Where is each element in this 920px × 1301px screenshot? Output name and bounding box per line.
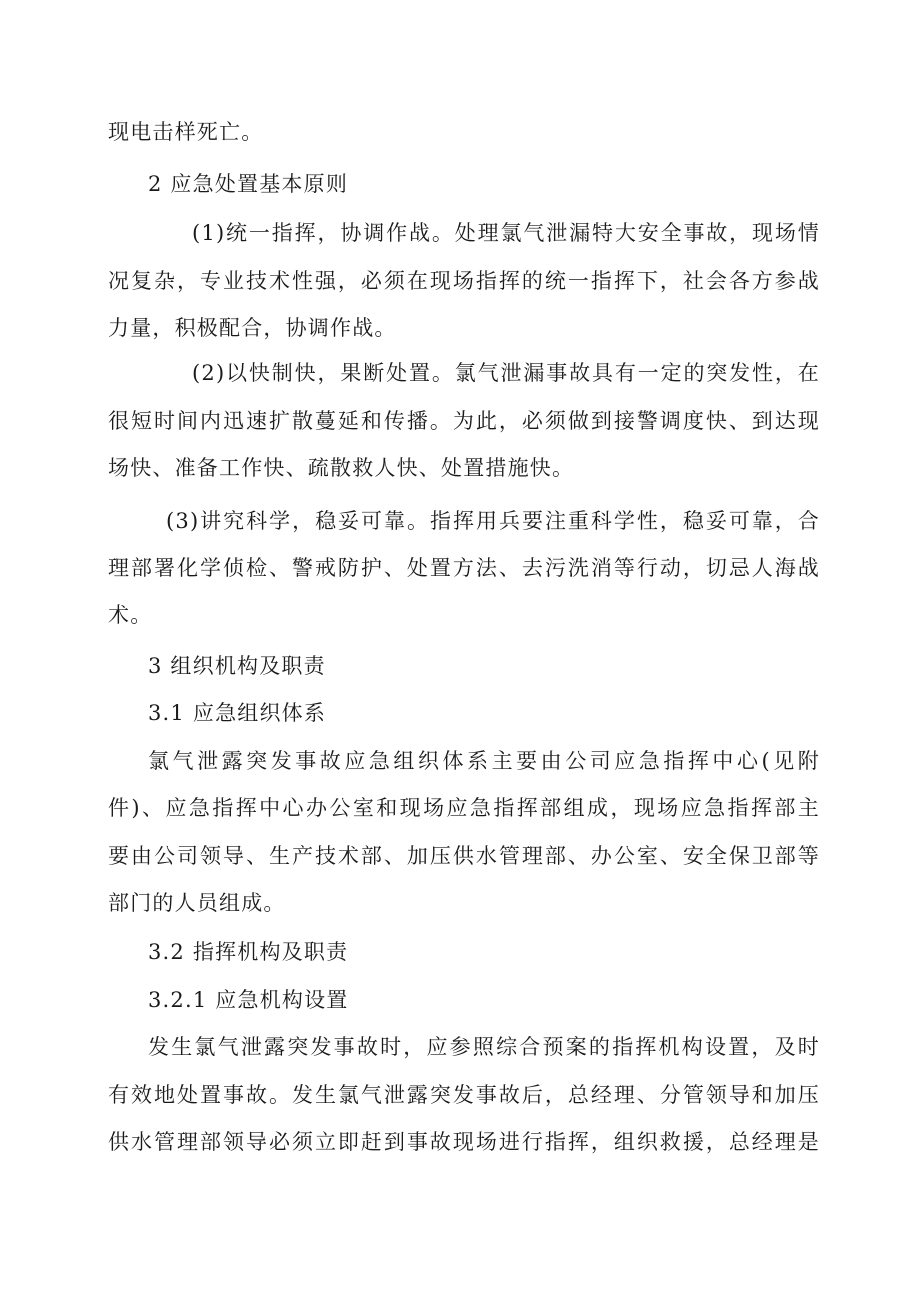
text-line: (2)以快制快，果断处置。氯气泄漏事故具有一定的突发性，在 [192, 361, 820, 385]
section-heading: 3.2.1 应急机构设置 [148, 988, 349, 1012]
text-line: 场快、准备工作快、疏散救人快、处置措施快。 [108, 456, 575, 480]
text-line: (1)统一指挥，协调作战。处理氯气泄漏特大安全事故，现场情 [192, 221, 820, 245]
text-line: 很短时间内迅速扩散蔓延和传播。为此，必须做到接警调度快、到达现 [108, 409, 820, 433]
section-heading: 3.2 指挥机构及职责 [148, 940, 349, 964]
text-line: 要由公司领导、生产技术部、加压供水管理部、办公室、安全保卫部等 [108, 844, 820, 868]
text-line: 理部署化学侦检、警戒防护、处置方法、去污洗消等行动，切忌人海战 [108, 556, 820, 580]
text-line: 有效地处置事故。发生氯气泄露突发事故后，总经理、分管领导和加压 [108, 1083, 820, 1107]
text-line: 部门的人员组成。 [108, 891, 286, 915]
text-line: 氯气泄露突发事故应急组织体系主要由公司应急指挥中心(见附 [148, 749, 820, 773]
text-line: 发生氯气泄露突发事故时，应参照综合预案的指挥机构设置，及时 [148, 1035, 820, 1059]
text-line: 力量，积极配合，协调作战。 [108, 316, 397, 340]
section-heading: 3.1 应急组织体系 [148, 701, 327, 725]
section-heading: 2 应急处置基本原则 [148, 172, 349, 196]
text-line: 术。 [108, 603, 153, 627]
text-line: 况复杂，专业技术性强，必须在现场指挥的统一指挥下，社会各方参战 [108, 269, 820, 293]
text-line: (3)讲究科学，稳妥可靠。指挥用兵要注重科学性，稳妥可靠，合 [166, 509, 820, 533]
section-heading: 3 组织机构及职责 [148, 654, 326, 678]
text-line: 供水管理部领导必须立即赶到事故现场进行指挥，组织救援，总经理是 [108, 1130, 820, 1154]
text-line: 现电击样死亡。 [108, 120, 264, 144]
text-line: 件)、应急指挥中心办公室和现场应急指挥部组成，现场应急指挥部主 [108, 796, 820, 820]
